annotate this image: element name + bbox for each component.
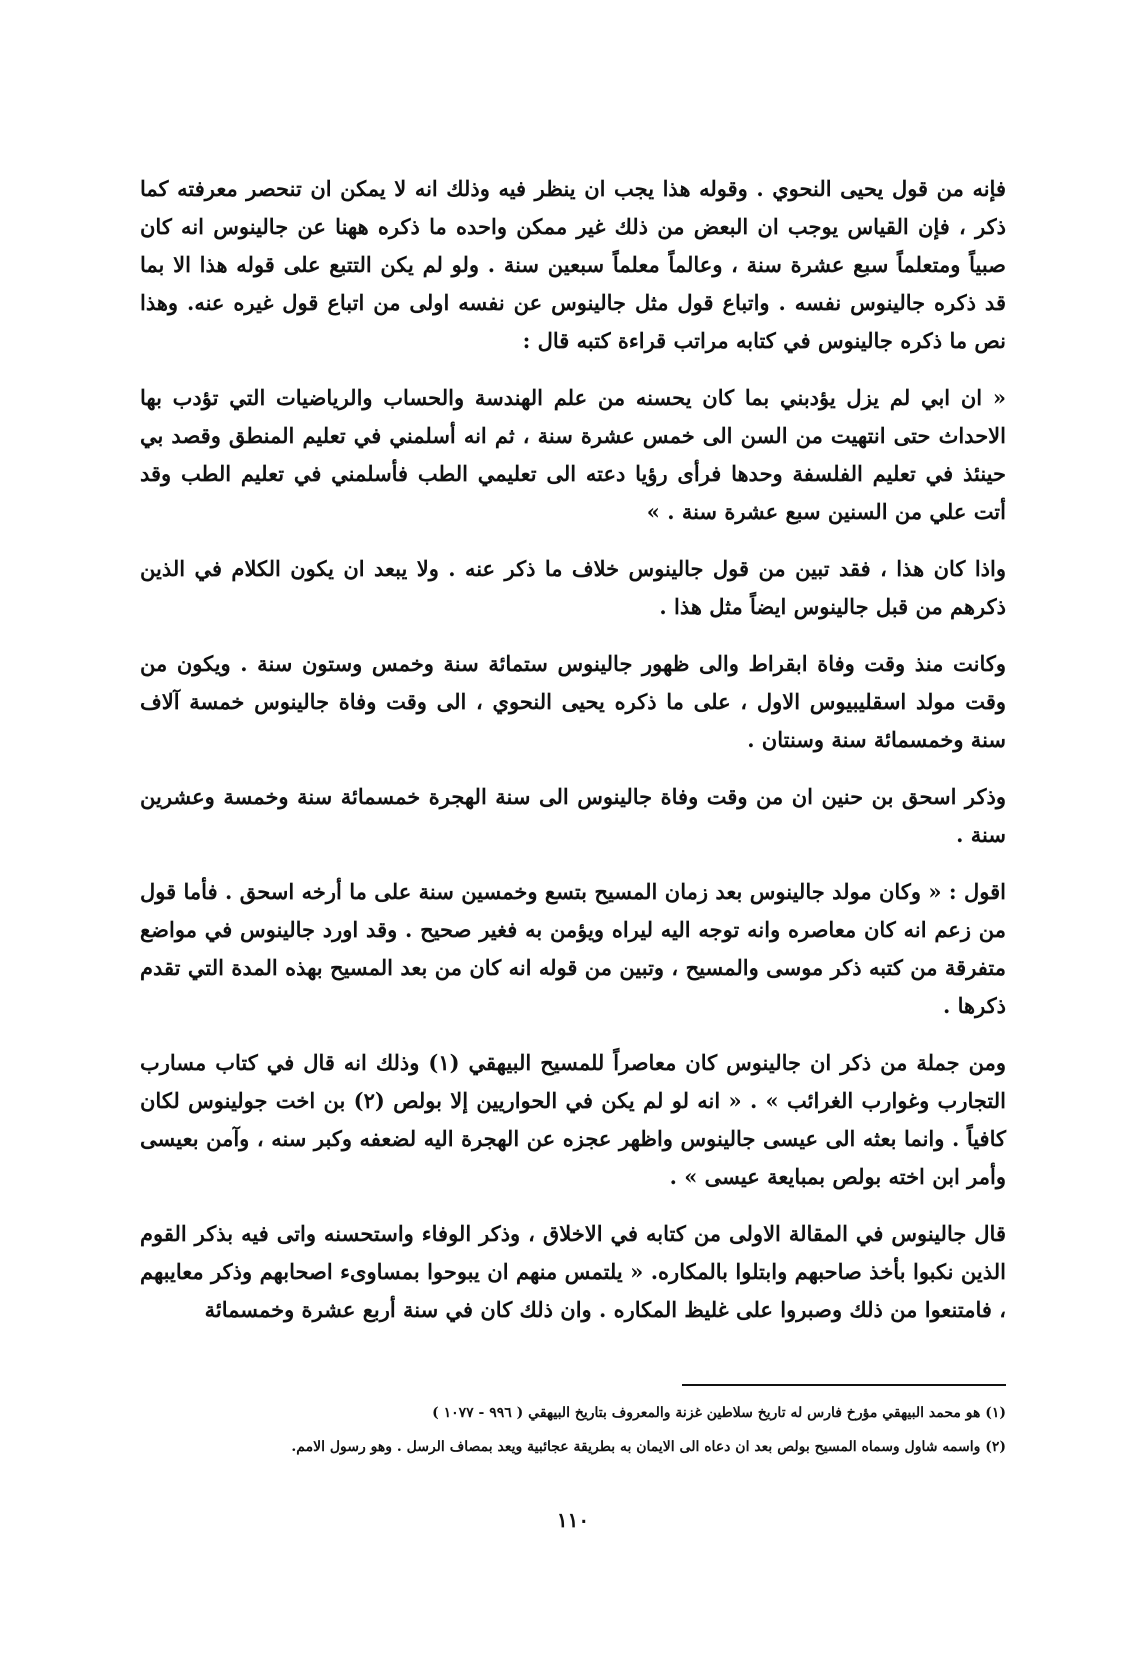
footnote-2: (٢) واسمه شاول وسماه المسيح بولص بعد ان دعاه الى الايمان به بطريقة عجائبية ويعد بمصاف الرسل . وهو رسول الامم. [291, 1439, 1006, 1455]
paragraph-4: وكانت منذ وقت وفاة ابقراط والى ظهور جالينوس ستمائة سنة وخمس وستون سنة . ويكون من وقت مولد اسقليبيوس الاول ، على ما ذكره يحيى النحوي ، الى وقت وفاة جالينوس خمسة آلاف سنة وخمسمائة سنة وسنتان . [140, 651, 1006, 752]
paragraph-3: واذا كان هذا ، فقد تبين من قول جالينوس خلاف ما ذكر عنه . ولا يبعد ان يكون الكلام في الذين ذكرهم من قبل جالينوس ايضاً مثل هذا . [140, 556, 1006, 619]
footnote-divider [682, 1384, 1006, 1386]
paragraph-2-quote: « ان ابي لم يزل يؤدبني بما كان يحسنه من علم الهندسة والحساب والرياضيات التي تؤدب بها الاحداث حتى انتهيت من السن الى خمس عشرة سنة ، ثم انه أسلمني في تعليم المنطق وقصد بي حينئذ في تعليم الفلسفة وحدها فرأى رؤيا دعته الى تعليمي الطب فأسلمني في تعليم الطب وقد أتت علي من السنين سبع عشرة سنة . » [140, 385, 1006, 524]
paragraph-6: اقول : « وكان مولد جالينوس بعد زمان المسيح بتسع وخمسين سنة على ما أرخه اسحق . فأما قول من زعم انه كان معاصره وانه توجه اليه ليراه ويؤمن به فغير صحيح . وقد اورد جالينوس في مواضع متفرقة من كتبه ذكر موسى والمسيح ، وتبين من قوله انه كان من بعد المسيح بهذه المدة التي تقدم ذكرها . [140, 879, 1006, 1018]
main-text [140, 170, 1006, 1348]
paragraph-8: قال جالينوس في المقالة الاولى من كتابه في الاخلاق ، وذكر الوفاء واستحسنه واتى فيه بذكر القوم الذين نكبوا بأخذ صاحبهم وابتلوا بالمكاره. « يلتمس منهم ان يبوحوا بمساوىء اصحابهم وذكر معايبهم ، فامتنعوا من ذلك وصبروا على غليظ المكاره . وان ذلك كان في سنة أربع عشرة وخمسمائة [140, 1221, 1006, 1322]
paragraph-1: فإنه من قول يحيى النحوي . وقوله هذا يجب ان ينظر فيه وذلك انه لا يمكن ان تنحصر معرفته كما ذكر ، فإن القياس يوجب ان البعض من ذلك غير ممكن واحده ما ذكره ههنا عن جالينوس انه كان صبياً ومتعلماً سبع عشرة سنة ، وعالماً معلماً سبعين سنة . ولو لم يكن التتبع على قوله هذا الا بما قد ذكره جالينوس نفسه . واتباع قول مثل جالينوس عن نفسه اولى من اتباع قول غيره عنه. وهذا نص ما ذكره جالينوس في كتابه مراتب قراءة كتبه قال : [140, 176, 1006, 353]
page-number: ١١٠ [556, 1508, 590, 1532]
paragraph-5: وذكر اسحق بن حنين ان من وقت وفاة جالينوس الى سنة الهجرة خمسمائة سنة وخمسة وعشرين سنة . [140, 784, 1006, 847]
footnote-1: (١) هو محمد البيهقي مؤرخ فارس له تاريخ سلاطين غزنة والمعروف بتاريخ البيهقي ( ٩٩٦ - ١٠٧٧ ) [432, 1405, 1006, 1421]
paragraph-7: ومن جملة من ذكر ان جالينوس كان معاصراً للمسيح البيهقي (١) وذلك انه قال في كتاب مسارب التجارب وغوارب الغرائب » . « انه لو لم يكن في الحواريين إلا بولص (٢) بن اخت جولينوس لكان كافياً . وانما بعثه الى عيسى جالينوس واظهر عجزه عن الهجرة اليه لضعفه وكبر سنه ، وآمن بعيسى وأمر ابن اخته بولص بمبايعة عيسى » . [140, 1050, 1006, 1189]
footnotes [140, 1396, 1006, 1464]
